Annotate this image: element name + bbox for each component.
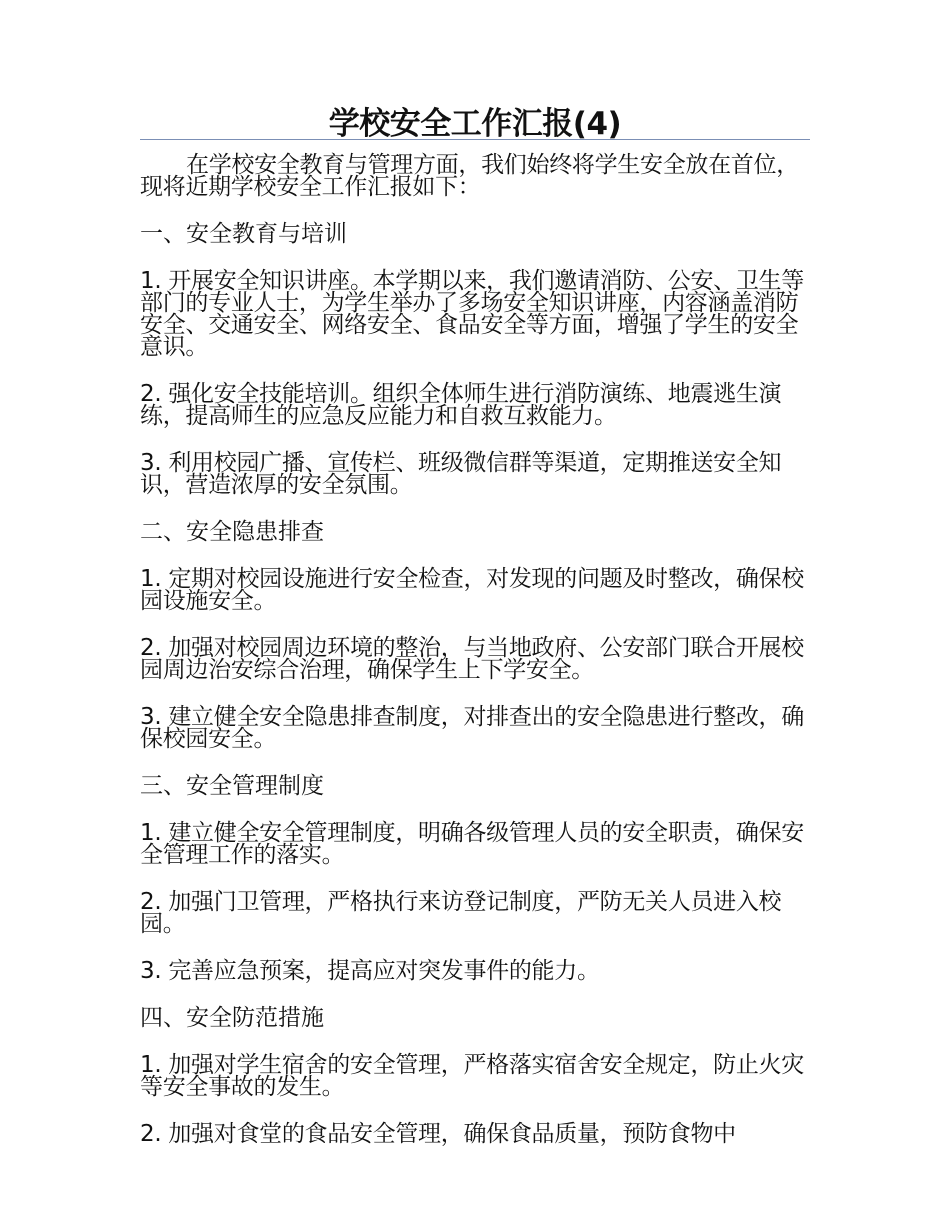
list-item: 1. 加强对学生宿舍的安全管理，严格落实宿舍安全规定，防止火灾等安全事故的发生。 [140,1052,804,1100]
list-item: 1. 定期对校园设施进行安全检查，对发现的问题及时整改，确保校园设施安全。 [140,566,804,614]
section-safety-education [140,223,810,496]
document-title: 学校安全工作汇报(4) [328,106,622,142]
list-item: 2. 强化安全技能培训。组织全体师生进行消防演练、地震逃生演练，提高师生的应急反应能力和自救互救能力。 [140,381,782,429]
section-heading: 三、安全管理制度 [140,773,324,799]
list-item: 3. 利用校园广播、宣传栏、班级微信群等渠道，定期推送安全知识，营造浓厚的安全氛围。 [140,450,782,498]
section-hazard-inspection [140,521,810,750]
section-heading: 一、安全教育与培训 [140,221,347,247]
section-prevention-measures [140,1007,810,1145]
document-body [140,154,810,1170]
list-item: 3. 建立健全安全隐患排查制度，对排查出的安全隐患进行整改，确保校园安全。 [140,704,804,752]
section-heading: 四、安全防范措施 [140,1005,324,1031]
list-item: 2. 加强门卫管理，严格执行来访登记制度，严防无关人员进入校园。 [140,889,782,937]
list-item: 1. 开展安全知识讲座。本学期以来，我们邀请消防、公安、卫生等部门的专业人士，为学生举办了多场安全知识讲座，内容涵盖消防安全、交通安全、网络安全、食品安全等方面，增强了学生的安全意识。 [140,268,804,360]
list-item: 1. 建立健全安全管理制度，明确各级管理人员的安全职责，确保安全管理工作的落实。 [140,820,804,868]
section-management-system [140,775,810,982]
section-heading: 二、安全隐患排查 [140,519,324,545]
list-item: 2. 加强对食堂的食品安全管理，确保食品质量，预防食物中 [140,1121,736,1147]
list-item: 3. 完善应急预案，提高应对突发事件的能力。 [140,958,600,984]
list-item: 2. 加强对校园周边环境的整治，与当地政府、公安部门联合开展校园周边治安综合治理，确保学生上下学安全。 [140,635,804,683]
title-underline [140,139,810,140]
intro-paragraph: 在学校安全教育与管理方面，我们始终将学生安全放在首位，现将近期学校安全工作汇报如下： [140,152,799,200]
